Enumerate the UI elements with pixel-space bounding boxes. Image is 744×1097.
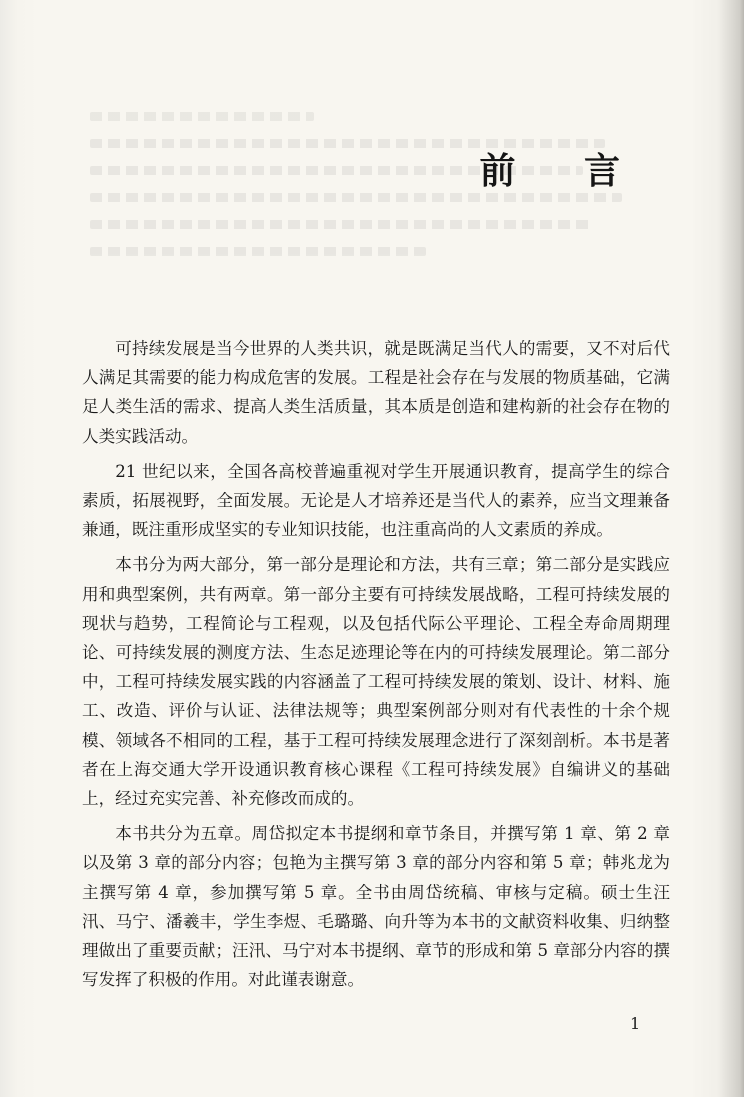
body-text <box>82 334 670 1000</box>
paragraph-3: 本书分为两大部分，第一部分是理论和方法，共有三章；第二部分是实践应用和典型案例，共有两章。第一部分主要有可持续发展战略，工程可持续发展的现状与趋势，工程简论与工程观，以及包括代际公平理论、工程全寿命周期理论、可持续发展的测度方法、生态足迹理论等在内的可持续发展理论。第二部分中，工程可持续发展实践的内容涵盖了工程可持续发展的策划、设计、材料、施工、改造、评价与认证、法律法规等；典型案例部分则对有代表性的十余个规模、领域各不相同的工程，基于工程可持续发展理念进行了深刻剖析。本书是著者在上海交通大学开设通识教育核心课程《工程可持续发展》自编讲义的基础上，经过充实完善、补充修改而成的。 <box>82 555 670 809</box>
paragraph-4: 本书共分为五章。周岱拟定本书提纲和章节条目，并撰写第 1 章、第 2 章以及第 3 章的部分内容；包艳为主撰写第 3 章的部分内容和第 5 章；韩兆龙为主撰写第 4 章，参加撰写第 5 章。全书由周岱统稿、审核与定稿。硕士生汪汛、马宁、潘羲丰，学生李煜、毛璐璐、向升等为本书的文献资料收集、归纳整理做出了重要贡献；汪汛、马宁对本书提纲、章节的形成和第 5 章部分内容的撰写发挥了积极的作用。对此谨表谢意。 <box>82 824 670 990</box>
page-number: 1 <box>630 1014 641 1033</box>
bleed-through-texture <box>90 112 650 292</box>
paragraph-2: 21 世纪以来，全国各高校普遍重视对学生开展通识教育，提高学生的综合素质，拓展视野，全面发展。无论是人才培养还是当代人的素养，应当文理兼备兼通，既注重形成坚实的专业知识技能，也注重高尚的人文素质的养成。 <box>82 461 670 540</box>
page-title: 前 言 <box>479 151 648 192</box>
paragraph-1: 可持续发展是当今世界的人类共识，就是既满足当代人的需要，又不对后代人满足其需要的能力构成危害的发展。工程是社会存在与发展的物质基础，它满足人类生活的需求、提高人类生活质量，其本质是创造和建构新的社会存在物的人类实践活动。 <box>82 339 670 446</box>
